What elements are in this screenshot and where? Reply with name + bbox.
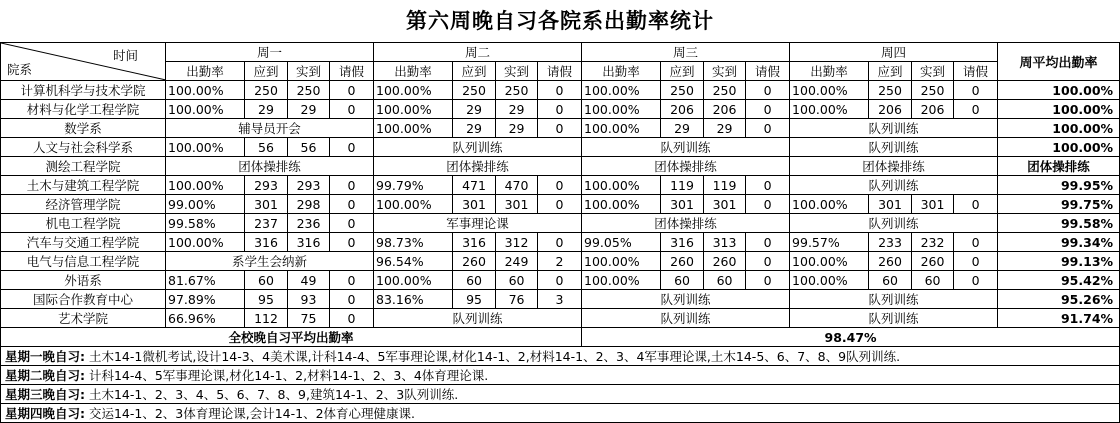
- table-row: [1, 309, 1120, 328]
- expected-cell: 301: [245, 195, 288, 214]
- leave-cell: 0: [538, 81, 582, 100]
- weekly-avg: 团体操排练: [998, 157, 1120, 176]
- leave-cell: 0: [330, 138, 374, 157]
- present-cell: 298: [288, 195, 330, 214]
- rate-cell: 99.58%: [166, 214, 245, 233]
- sub-header: 请假: [954, 62, 998, 81]
- avg-header: 周平均出勤率: [998, 43, 1120, 81]
- table-row: [1, 252, 1120, 271]
- expected-cell: 60: [245, 271, 288, 290]
- rate-cell: 81.67%: [166, 271, 245, 290]
- table-row: [1, 81, 1120, 100]
- dept-name: 艺术学院: [1, 309, 166, 328]
- sub-header: 应到: [661, 62, 704, 81]
- expected-cell: 237: [245, 214, 288, 233]
- dept-name: 经济管理学院: [1, 195, 166, 214]
- leave-cell: 0: [538, 100, 582, 119]
- overall-value: 98.47%: [582, 328, 1120, 347]
- leave-cell: 0: [746, 81, 790, 100]
- dept-name: 土木与建筑工程学院: [1, 176, 166, 195]
- expected-cell: 301: [869, 195, 912, 214]
- expected-cell: 301: [453, 195, 496, 214]
- rate-cell: 96.54%: [374, 252, 453, 271]
- weekly-avg: 99.58%: [998, 214, 1120, 233]
- activity-note: 队列训练: [374, 138, 582, 157]
- present-cell: 316: [288, 233, 330, 252]
- rate-cell: 100.00%: [790, 252, 869, 271]
- sub-header: 请假: [538, 62, 582, 81]
- expected-cell: 250: [453, 81, 496, 100]
- rate-cell: 99.57%: [790, 233, 869, 252]
- weekly-avg: 100.00%: [998, 138, 1120, 157]
- rate-cell: 83.16%: [374, 290, 453, 309]
- dept-name: 数学系: [1, 119, 166, 138]
- note-label: 星期三晚自习:: [5, 387, 85, 402]
- present-cell: 313: [704, 233, 746, 252]
- present-cell: 29: [704, 119, 746, 138]
- expected-cell: 60: [453, 271, 496, 290]
- leave-cell: 0: [954, 100, 998, 119]
- activity-note: 团体操排练: [582, 214, 790, 233]
- expected-cell: 29: [245, 100, 288, 119]
- activity-note: 团体操排练: [582, 157, 790, 176]
- weekly-avg: 100.00%: [998, 100, 1120, 119]
- activity-note: 队列训练: [790, 138, 998, 157]
- leave-cell: 0: [538, 176, 582, 195]
- present-cell: 76: [496, 290, 538, 309]
- present-cell: 60: [496, 271, 538, 290]
- present-cell: 260: [912, 252, 954, 271]
- table-row: [1, 176, 1120, 195]
- activity-note: 团体操排练: [790, 157, 998, 176]
- sub-header: 实到: [496, 62, 538, 81]
- expected-cell: 250: [661, 81, 704, 100]
- present-cell: 249: [496, 252, 538, 271]
- leave-cell: 0: [538, 195, 582, 214]
- activity-note: 队列训练: [582, 290, 790, 309]
- dept-label: 院系: [7, 62, 33, 77]
- expected-cell: 60: [869, 271, 912, 290]
- week-header: 周三: [582, 43, 790, 62]
- sub-header: 请假: [746, 62, 790, 81]
- expected-cell: 29: [453, 100, 496, 119]
- present-cell: 119: [704, 176, 746, 195]
- rate-cell: 100.00%: [374, 195, 453, 214]
- table-row: [1, 157, 1120, 176]
- activity-note: 系学生会纳新: [166, 252, 374, 271]
- weekly-avg: 99.75%: [998, 195, 1120, 214]
- leave-cell: 0: [538, 119, 582, 138]
- rate-cell: 100.00%: [374, 119, 453, 138]
- leave-cell: 0: [330, 195, 374, 214]
- leave-cell: 0: [746, 100, 790, 119]
- present-cell: 206: [704, 100, 746, 119]
- rate-cell: 99.00%: [166, 195, 245, 214]
- activity-note: 队列训练: [790, 290, 998, 309]
- dept-name: 机电工程学院: [1, 214, 166, 233]
- leave-cell: 0: [746, 271, 790, 290]
- leave-cell: 0: [746, 252, 790, 271]
- leave-cell: 0: [746, 233, 790, 252]
- expected-cell: 119: [661, 176, 704, 195]
- leave-cell: 3: [538, 290, 582, 309]
- weekly-avg: 91.74%: [998, 309, 1120, 328]
- note-text: 土木14-1、2、3、4、5、6、7、8、9,建筑14-1、2、3队列训练.: [85, 387, 459, 402]
- activity-note: 团体操排练: [166, 157, 374, 176]
- dept-name: 国际合作教育中心: [1, 290, 166, 309]
- present-cell: 312: [496, 233, 538, 252]
- sub-header: 应到: [245, 62, 288, 81]
- note-cell: [1, 385, 1120, 404]
- rate-cell: 100.00%: [790, 271, 869, 290]
- leave-cell: 0: [330, 214, 374, 233]
- present-cell: 293: [288, 176, 330, 195]
- leave-cell: 0: [330, 271, 374, 290]
- expected-cell: 29: [453, 119, 496, 138]
- expected-cell: 206: [869, 100, 912, 119]
- sub-header: 实到: [704, 62, 746, 81]
- note-label: 星期二晚自习:: [5, 368, 85, 383]
- rate-cell: 100.00%: [582, 252, 661, 271]
- leave-cell: 0: [538, 271, 582, 290]
- table-row: [1, 138, 1120, 157]
- overall-row: [1, 328, 1120, 347]
- rate-cell: 100.00%: [790, 81, 869, 100]
- note-cell: [1, 347, 1120, 366]
- expected-cell: 233: [869, 233, 912, 252]
- rate-cell: 100.00%: [166, 81, 245, 100]
- table-row: [1, 233, 1120, 252]
- expected-cell: 260: [453, 252, 496, 271]
- expected-cell: 250: [869, 81, 912, 100]
- present-cell: 232: [912, 233, 954, 252]
- activity-note: 队列训练: [374, 309, 582, 328]
- leave-cell: 0: [330, 309, 374, 328]
- note-text: 交运14-1、2、3体育理论课,会计14-1、2体育心理健康课.: [85, 406, 416, 421]
- sub-header: 请假: [330, 62, 374, 81]
- leave-cell: 0: [330, 81, 374, 100]
- rate-cell: 100.00%: [166, 176, 245, 195]
- note-cell: [1, 366, 1120, 385]
- rate-cell: 100.00%: [374, 100, 453, 119]
- leave-cell: 0: [746, 119, 790, 138]
- table-row: [1, 214, 1120, 233]
- rate-cell: 100.00%: [790, 195, 869, 214]
- present-cell: 60: [704, 271, 746, 290]
- present-cell: 301: [496, 195, 538, 214]
- table-row: [1, 290, 1120, 309]
- rate-cell: 100.00%: [582, 81, 661, 100]
- activity-note: 队列训练: [582, 138, 790, 157]
- present-cell: 75: [288, 309, 330, 328]
- sub-header: 出勤率: [790, 62, 869, 81]
- rate-cell: 100.00%: [166, 138, 245, 157]
- present-cell: 250: [912, 81, 954, 100]
- expected-cell: 316: [245, 233, 288, 252]
- expected-cell: 301: [661, 195, 704, 214]
- present-cell: 29: [496, 100, 538, 119]
- present-cell: 49: [288, 271, 330, 290]
- expected-cell: 60: [661, 271, 704, 290]
- leave-cell: 0: [330, 290, 374, 309]
- activity-note: 队列训练: [790, 176, 998, 195]
- note-text: 计科14-4、5军事理论课,材化14-1、2,材料14-1、2、3、4体育理论课.: [85, 368, 489, 383]
- expected-cell: 95: [245, 290, 288, 309]
- rate-cell: 99.05%: [582, 233, 661, 252]
- expected-cell: 206: [661, 100, 704, 119]
- sub-header: 出勤率: [582, 62, 661, 81]
- week-header: 周二: [374, 43, 582, 62]
- present-cell: 29: [288, 100, 330, 119]
- expected-cell: 293: [245, 176, 288, 195]
- expected-cell: 316: [661, 233, 704, 252]
- note-row: [1, 366, 1120, 385]
- note-row: [1, 404, 1120, 423]
- leave-cell: 0: [954, 252, 998, 271]
- expected-cell: 316: [453, 233, 496, 252]
- leave-cell: 0: [330, 176, 374, 195]
- present-cell: 236: [288, 214, 330, 233]
- present-cell: 56: [288, 138, 330, 157]
- leave-cell: 0: [330, 233, 374, 252]
- present-cell: 470: [496, 176, 538, 195]
- rate-cell: 100.00%: [582, 176, 661, 195]
- present-cell: 260: [704, 252, 746, 271]
- weekly-avg: 95.26%: [998, 290, 1120, 309]
- present-cell: 206: [912, 100, 954, 119]
- expected-cell: 56: [245, 138, 288, 157]
- sub-header: 实到: [912, 62, 954, 81]
- rate-cell: 100.00%: [582, 100, 661, 119]
- leave-cell: 0: [746, 195, 790, 214]
- attendance-table: [0, 42, 1120, 423]
- activity-note: 团体操排练: [374, 157, 582, 176]
- note-row: [1, 347, 1120, 366]
- rate-cell: 99.79%: [374, 176, 453, 195]
- week-header: 周四: [790, 43, 998, 62]
- note-label: 星期四晚自习:: [5, 406, 85, 421]
- weekly-avg: 99.13%: [998, 252, 1120, 271]
- dept-name: 汽车与交通工程学院: [1, 233, 166, 252]
- activity-note: 队列训练: [790, 309, 998, 328]
- rate-cell: 100.00%: [166, 100, 245, 119]
- expected-cell: 260: [661, 252, 704, 271]
- rate-cell: 100.00%: [374, 81, 453, 100]
- weekly-avg: 100.00%: [998, 81, 1120, 100]
- weekly-avg: 95.42%: [998, 271, 1120, 290]
- time-label: 时间: [113, 48, 139, 63]
- expected-cell: 112: [245, 309, 288, 328]
- sheet-title: 第六周晚自习各院系出勤率统计: [406, 8, 714, 33]
- note-label: 星期一晚自习:: [5, 349, 85, 364]
- present-cell: 250: [496, 81, 538, 100]
- present-cell: 93: [288, 290, 330, 309]
- activity-note: 军事理论课: [374, 214, 582, 233]
- expected-cell: 260: [869, 252, 912, 271]
- present-cell: 250: [704, 81, 746, 100]
- table-row: [1, 100, 1120, 119]
- leave-cell: 0: [330, 100, 374, 119]
- dept-name: 人文与社会科学系: [1, 138, 166, 157]
- weekly-avg: 99.34%: [998, 233, 1120, 252]
- present-cell: 250: [288, 81, 330, 100]
- sub-header: 实到: [288, 62, 330, 81]
- leave-cell: 0: [954, 233, 998, 252]
- present-cell: 60: [912, 271, 954, 290]
- weekly-avg: 100.00%: [998, 119, 1120, 138]
- expected-cell: 471: [453, 176, 496, 195]
- present-cell: 301: [912, 195, 954, 214]
- rate-cell: 98.73%: [374, 233, 453, 252]
- dept-name: 外语系: [1, 271, 166, 290]
- rate-cell: 100.00%: [374, 271, 453, 290]
- present-cell: 301: [704, 195, 746, 214]
- leave-cell: 2: [538, 252, 582, 271]
- activity-note: 队列训练: [582, 309, 790, 328]
- dept-name: 电气与信息工程学院: [1, 252, 166, 271]
- expected-cell: 95: [453, 290, 496, 309]
- rate-cell: 97.89%: [166, 290, 245, 309]
- leave-cell: 0: [954, 81, 998, 100]
- note-row: [1, 385, 1120, 404]
- note-cell: [1, 404, 1120, 423]
- rate-cell: 100.00%: [582, 195, 661, 214]
- overall-label: 全校晚自习平均出勤率: [1, 328, 582, 347]
- corner-header: [1, 43, 166, 81]
- weekly-avg: 99.95%: [998, 176, 1120, 195]
- rate-cell: 100.00%: [166, 233, 245, 252]
- rate-cell: 66.96%: [166, 309, 245, 328]
- expected-cell: 29: [661, 119, 704, 138]
- sub-header: 出勤率: [166, 62, 245, 81]
- rate-cell: 100.00%: [582, 271, 661, 290]
- leave-cell: 0: [954, 195, 998, 214]
- table-row: [1, 119, 1120, 138]
- activity-note: 队列训练: [790, 214, 998, 233]
- activity-note: 辅导员开会: [166, 119, 374, 138]
- leave-cell: 0: [538, 233, 582, 252]
- note-text: 土木14-1微机考试,设计14-3、4美术课,计科14-4、5军事理论课,材化14-1、2,材料14-1、2、3、4军事理论课,土木14-5、6、7、8、9队列训练.: [85, 349, 901, 364]
- dept-name: 材料与化学工程学院: [1, 100, 166, 119]
- dept-name: 测绘工程学院: [1, 157, 166, 176]
- week-header: 周一: [166, 43, 374, 62]
- table-row: [1, 195, 1120, 214]
- leave-cell: 0: [954, 271, 998, 290]
- rate-cell: 100.00%: [790, 100, 869, 119]
- table-row: [1, 271, 1120, 290]
- sub-header: 出勤率: [374, 62, 453, 81]
- leave-cell: 0: [746, 176, 790, 195]
- sub-header: 应到: [453, 62, 496, 81]
- rate-cell: 100.00%: [582, 119, 661, 138]
- expected-cell: 250: [245, 81, 288, 100]
- activity-note: 队列训练: [790, 119, 998, 138]
- sub-header: 应到: [869, 62, 912, 81]
- present-cell: 29: [496, 119, 538, 138]
- dept-name: 计算机科学与技术学院: [1, 81, 166, 100]
